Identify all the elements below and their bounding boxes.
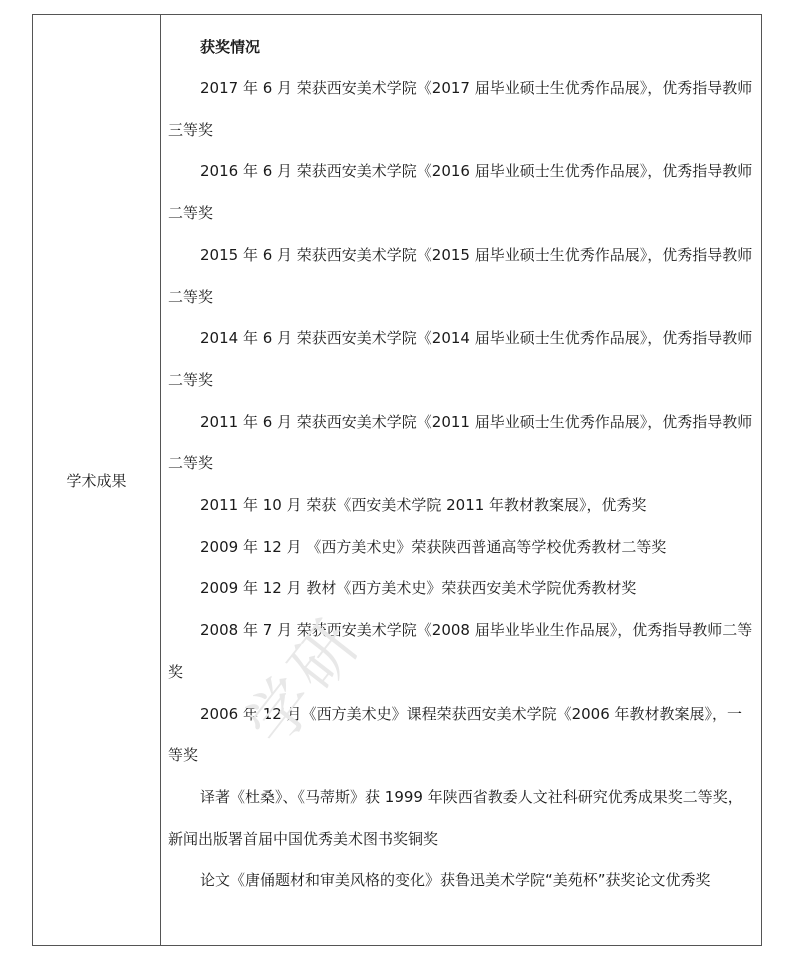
achievements-table: [32, 14, 762, 946]
content-cell: [161, 15, 761, 945]
row-label: 学术成果: [66, 471, 127, 490]
award-entry: 2009 年 12 月 《西方美术史》荣获陕西普通高等学校优秀教材二等奖: [200, 537, 667, 556]
award-entry: 2011 年 6 月 荣获西安美术学院《2011 届毕业硕士生优秀作品展》，优秀指导教师二等奖: [168, 412, 753, 473]
section-heading: 获奖情况: [200, 38, 261, 56]
watermark-text: 学研: [232, 603, 378, 760]
award-entry: 2009 年 12 月 教材《西方美术史》荣获西安美术学院优秀教材奖: [200, 579, 637, 598]
row-label-cell: [33, 15, 161, 945]
award-entry: 2011 年 10 月 荣获《西安美术学院 2011 年教材教案展》，优秀奖: [200, 496, 647, 515]
award-entry: 2015 年 6 月 荣获西安美术学院《2015 届毕业硕士生优秀作品展》，优秀指导教师二等奖: [168, 245, 753, 306]
award-entry: 2016 年 6 月 荣获西安美术学院《2016 届毕业硕士生优秀作品展》，优秀指导教师二等奖: [168, 162, 753, 223]
award-entry: 译著《杜桑》、《马蒂斯》获 1999 年陕西省教委人文社科研究优秀成果奖二等奖，新闻出版署首届中国优秀美术图书奖铜奖: [168, 787, 743, 848]
award-entry: 论文《唐俑题材和审美风格的变化》获鲁迅美术学院“美苑杯”获奖论文优秀奖: [200, 871, 711, 890]
award-entry: 2014 年 6 月 荣获西安美术学院《2014 届毕业硕士生优秀作品展》，优秀指导教师二等奖: [168, 329, 753, 389]
award-entry: 2008 年 7 月 荣获西安美术学院《2008 届毕业毕业生作品展》，优秀指导教师二等奖: [168, 621, 753, 681]
award-entry: 2006 年 12 月《西方美术史》课程荣获西安美术学院《2006 年教材教案展》，一等奖: [168, 704, 743, 765]
award-entry: 2017 年 6 月 荣获西安美术学院《2017 届毕业硕士生优秀作品展》，优秀指导教师三等奖: [168, 79, 753, 139]
